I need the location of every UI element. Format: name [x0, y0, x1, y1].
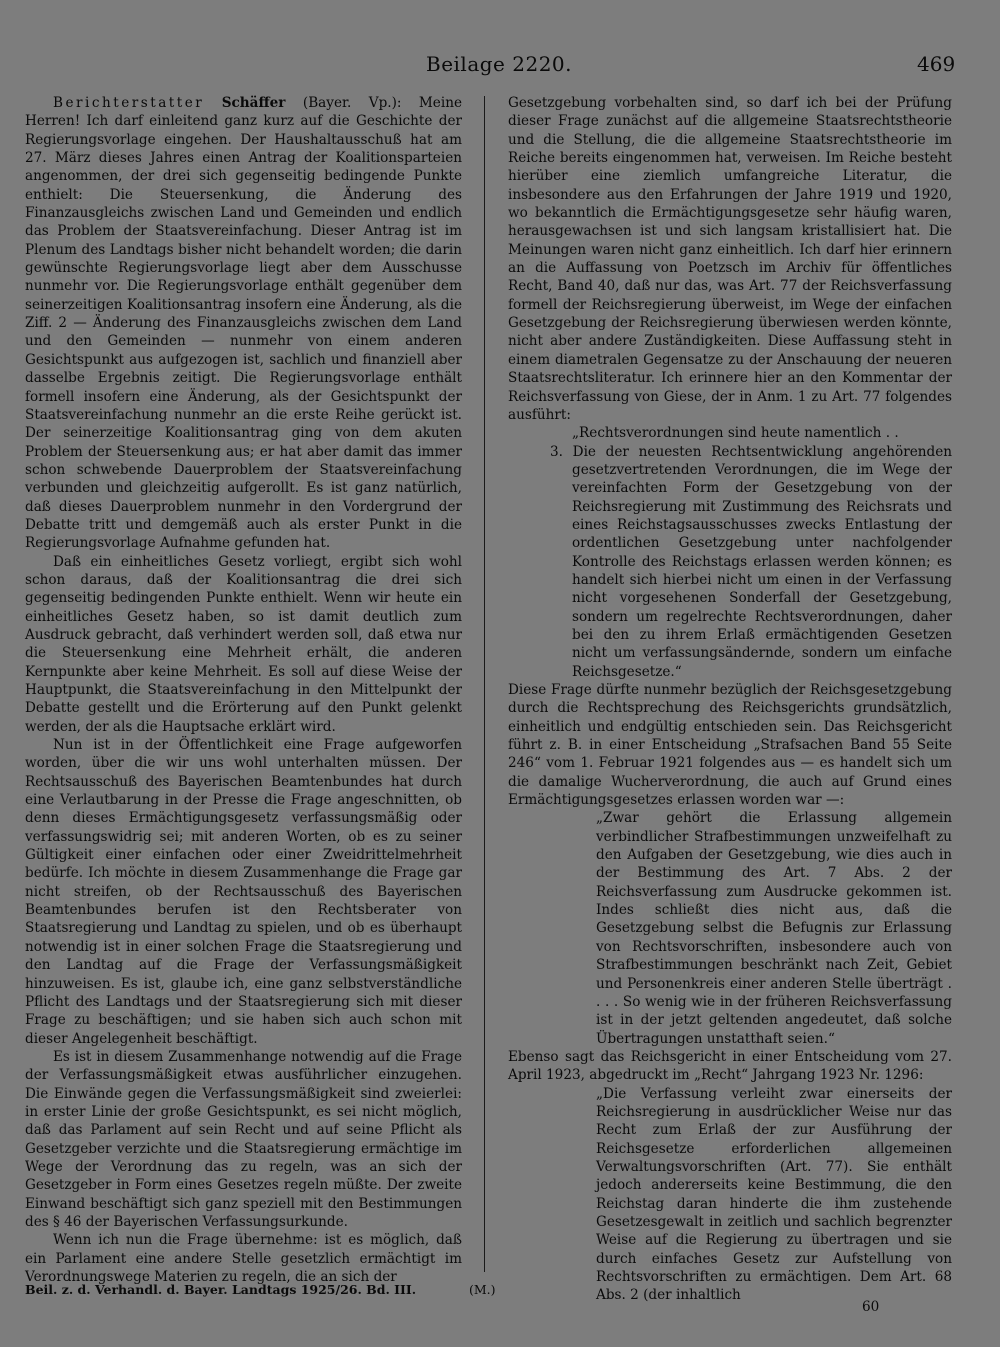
block-quote: „Die Verfassung verleiht zwar einerseits der Reichsregierung in ausdrücklicher Weise nur das Recht zum Erlaß der zur Ausführung der Reichsgesetze erforderlichen allgemeinen Verwaltungsvorschriften (Art. 77). Sie enthält jedoch andererseits keine Bestimmung, die den Reichstag daran hinderte die ihm zustehende Gesetzesgewalt in zeitlich und sachlich begrenzter Weise auf die Regierung zu übertragen und sie durch einfaches Gesetz zur Aufstellung von Rechtsvorschriften zu ermächtigen. Dem Art. 68 Abs. 2 (der inhaltlich — [596, 1085, 952, 1304]
paragraph: Wenn ich nun die Frage übernehme: ist es möglich, daß ein Parlament eine andere Stelle gesetzlich ermächtigt im Verordnungswege Materien zu regeln, die an sich der — [25, 1232, 462, 1285]
footer-mark: (M.) — [469, 1282, 496, 1297]
left-column — [25, 94, 462, 1286]
page-number: 469 — [917, 52, 956, 76]
paragraph: Ebenso sagt das Reichsgericht in einer Entscheidung vom 27. April 1923, abgedruckt im „Recht“ Jahrgang 1923 Nr. 1296: — [508, 1048, 952, 1084]
paragraph: Nun ist in der Öffentlichkeit eine Frage aufgeworfen worden, über die wir uns wohl unterhalten müssen. Der Rechtsausschuß des Bayerischen Beamtenbundes hat durch eine Verlautbarung in der Presse die Frage angeschnitten, ob denn dieses Ermächtigungsgesetz verfassungsmäßig oder verfassungswidrig sei; mit anderen Worten, ob es zu seiner Gültigkeit einer einfachen oder einer Zweidrittelmehrheit bedürfe. Ich möchte in diesem Zusammenhange die Frage gar nicht streifen, ob der Rechtsausschuß des Bayerischen Beamtenbundes berufen ist den Rechtsberater von Staatsregierung und Landtag zu spielen, und ob es überhaupt notwendig ist in einer solchen Frage die Staatsregierung und den Landtag auf die Frage der Verfassungsmäßigkeit hinzuweisen. Es ist, glaube ich, eine ganz selbstverständliche Pflicht des Landtags und der Staatsregierung sich mit dieser Frage zu beschäftigen; und sie haben sich auch schon mit dieser Angelegenheit beschäftigt. — [25, 737, 462, 1047]
running-title: Beilage 2220. — [426, 52, 573, 76]
block-quote: „Zwar gehört die Erlassung allgemein verbindlicher Strafbestimmungen unzweifelhaft zu den Aufgaben der Gesetzgebung, wie dies auch in der Bestimmung des Art. 7 Abs. 2 der Reichsverfassung zum Ausdrucke gekommen ist. Indes schließt dies nicht aus, daß die Gesetzgebung selbst die Befugnis zur Erlassung von Rechtsvorschriften, insbesondere auch von Strafbestimmungen beschränkt nach Zeit, Gebiet und Personenkreis einer anderen Stelle überträgt . . . . So wenig wie in der früheren Reichsverfassung ist in der jetzt geltenden angedeutet, daß solche Übertragungen unstatthaft seien.“ — [596, 810, 952, 1047]
page-header — [0, 50, 1000, 80]
paragraph — [25, 94, 462, 553]
speaker-label: Berichterstatter — [53, 95, 205, 111]
column-divider — [484, 96, 485, 1272]
right-column — [508, 94, 952, 1305]
quote-intro: „Rechtsverordnungen sind heute namentlich . . — [572, 425, 899, 442]
paragraph: Daß ein einheitliches Gesetz vorliegt, ergibt sich wohl schon daraus, daß der Koalitionsantrag die drei sich gegenseitig bedingenden Punkte enthielt. Wenn wir heute ein einheitliches Gesetz haben, so ist damit deutlich zum Ausdruck gebracht, daß verhindert werden soll, daß etwa nur die Steuersenkung eine Mehrheit erhält, die anderen Kernpunkte aber keine Mehrheit. Es soll auf diese Weise der Hauptpunkt, die Staatsvereinfachung in den Mittelpunkt der Debatte gestellt und die Erörterung auf den Punkt gelenkt werden, der als die Hauptsache erklärt wird. — [25, 553, 462, 735]
paragraph: Gesetzgebung vorbehalten sind, so darf ich bei der Prüfung dieser Frage zunächst auf die allgemeine Staatsrechtstheorie und die Stellung, die die allgemeine Staatsrechtstheorie im Reiche bereits eingenommen hat, verweisen. Im Reiche besteht hierüber eine ziemlich umfangreiche Literatur, die insbesondere aus den Erfahrungen der Jahre 1919 und 1920, wo bekanntlich die Ermächtigungsgesetze sehr häufig waren, herausgewachsen ist und sich langsam kristallisiert hat. Die Meinungen waren nicht ganz einheitlich. Ich darf hier erinnern an die Auffassung von Poetzsch im Archiv für öffentliches Recht, Band 40, daß nur das, was Art. 77 der Reichsverfassung formell der Reichsregierung überweist, im Wege der einfachen Gesetzgebung der Reichsregierung überwiesen werden könnte, nicht aber andere Zuständigkeiten. Diese Auffassung steht in einem diametralen Gegensatze zu der Anschauung der neueren Staatsrechtsliteratur. Ich erinnere hier an den Kommentar der Reichsverfassung von Giese, der in Anm. 1 zu Art. 77 folgendes ausführt: — [508, 95, 952, 423]
paragraph-text: (Bayer. Vp.): Meine Herren! Ich darf einleitend ganz kurz auf die Geschichte der Regierungsvorlage eingehen. Der Haushaltausschuß hat am 27. März dieses Jahres einen Antrag der Koalitionsparteien angenommen, der drei sich gegenseitig bedingende Punkte enthielt: Die Steuersenkung, die Änderung des Finanzausgleichs zwischen Land und Gemeinden und endlich das Problem der Staatsvereinfachung. Dieser Antrag ist im Plenum des Landtags bisher nicht behandelt worden; die darin gewünschte Regierungsvorlage liegt aber dem Ausschusse nunmehr vor. Die Regierungsvorlage enthält gegenüber dem seinerzeitigen Koalitionsantrag insofern eine Änderung, als die Ziff. 2 — Änderung des Finanzausgleichs zwischen dem Land und den Gemeinden — nunmehr von einem anderen Gesichtspunkt aus aufgezogen ist, sachlich und finanziell aber dasselbe Ergebnis zeitigt. Die Regierungsvorlage enthält formell insofern eine Änderung, als der Gesichtspunkt der Staatsvereinfachung nunmehr an die erste Reihe gerückt ist. Der seinerzeitige Koalitionsantrag ging von dem akuten Problem der Steuersenkung aus; er hat aber damit das immer schon schwebende Dauerproblem der Staatsvereinfachung verbunden und gleichzeitig aufgerollt. Es ist ganz natürlich, daß dieses Dauerproblem nunmehr in den Vordergrund der Debatte tritt und demgemäß auch als erster Punkt in die Regierungsvorlage Aufnahme gefunden hat. — [25, 95, 462, 552]
page-footer — [0, 1282, 1000, 1322]
signature-number: 60 — [862, 1299, 880, 1315]
footer-source: Beil. z. d. Verhandl. d. Bayer. Landtags 1925/26. Bd. III. — [25, 1282, 417, 1297]
paragraph: Diese Frage dürfte nunmehr bezüglich der Reichsgesetzgebung durch die Rechtsprechung des Reichsgerichts grundsätzlich, einheitlich und endgültig entschieden sein. Das Reichsgericht führt z. B. in einer Entscheidung „Strafsachen Band 55 Seite 246“ vom 1. Februar 1921 folgendes aus — es handelt sich um die damalige Wucherverordnung, die auch auf Grund eines Ermächtigungsgesetzes erlassen worden war —: — [508, 682, 952, 809]
speaker-name: Schäffer — [221, 95, 286, 111]
quote-list-item: 3. Die der neuesten Rechtsentwicklung angehörenden gesetzvertretenden Verordnungen, die im Wege der vereinfachten Form der Gesetzgebung von der Reichsregierung mit Zustimmung des Reichsrats und eines Reichstagsausschusses zwecks Entlastung der ordentlichen Gesetzgebung unter nachfolgender Kontrolle des Reichstags erlassen werden können; es handelt sich hierbei nicht um einen in der Verfassung nicht vorgesehenen Sonderfall der Gesetzgebung, sondern um regelrechte Rechtsverordnungen, daher bei den zu ihrem Erlaß ermächtigenden Gesetzen nicht um verfassungsändernde, sondern um einfache Reichsgesetze.“ — [550, 443, 952, 680]
paragraph: Es ist in diesem Zusammenhange notwendig auf die Frage der Verfassungsmäßigkeit etwas ausführlicher einzugehen. Die Einwände gegen die Verfassungsmäßigkeit sind zweierlei: in erster Linie der große Gesichtspunkt, es sei nicht möglich, daß das Parlament auf sein Recht und auf seine Pflicht als Gesetzgeber verzichte und die Staatsregierung ermächtige im Wege der Verordnung das zu regeln, was an sich der Gesetzgeber in Form eines Gesetzes regeln müßte. Der zweite Einwand beschäftigt sich ganz speziell mit den Bestimmungen des § 46 der Bayerischen Verfassungsurkunde. — [25, 1048, 462, 1230]
